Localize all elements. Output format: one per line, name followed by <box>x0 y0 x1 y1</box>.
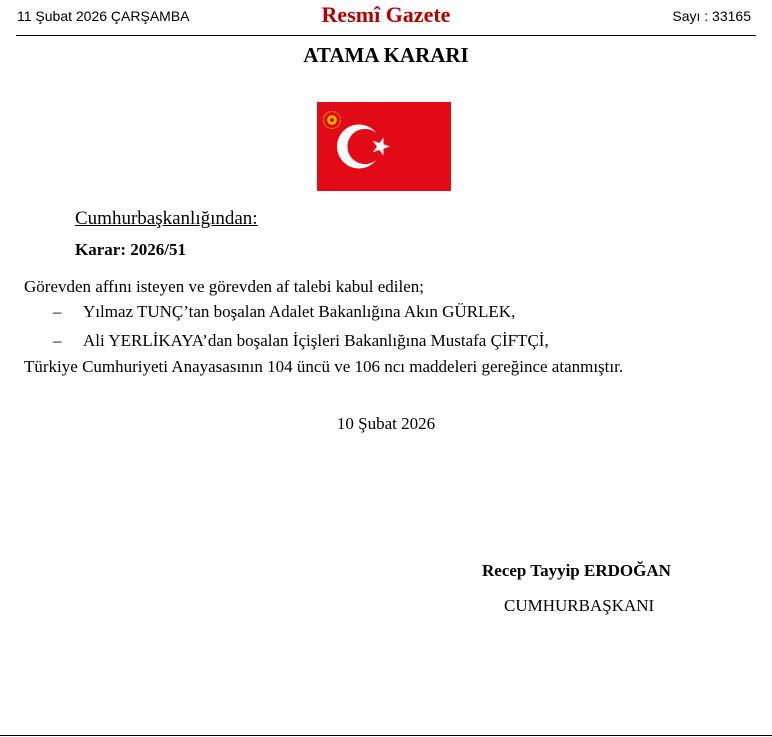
list-item <box>53 302 515 322</box>
header-date: 11 Şubat 2026 ÇARŞAMBA <box>17 8 190 24</box>
closing-paragraph: Türkiye Cumhuriyeti Anayasasının 104 üncü ve 106 ncı maddeleri gereğince atanmıştır. <box>24 357 624 376</box>
decision-date: 10 Şubat 2026 <box>336 414 436 433</box>
decision-number: Karar: 2026/51 <box>75 240 186 259</box>
list-item-text: Yılmaz TUNÇ’tan boşalan Adalet Bakanlığına Akın GÜRLEK, <box>83 302 516 321</box>
signatory-title: CUMHURBAŞKANI <box>504 596 655 615</box>
signatory-name: Recep Tayyip ERDOĞAN <box>482 561 671 580</box>
gazette-title: Resmî Gazete <box>321 2 451 27</box>
list-item-text: Ali YERLİKAYA’dan boşalan İçişleri Bakanlığına Mustafa ÇİFTÇİ, <box>83 331 549 350</box>
document-title: ATAMA KARARI <box>303 43 469 67</box>
list-dash: – <box>53 331 62 350</box>
list-item <box>53 331 549 351</box>
turkish-flag-image <box>317 102 451 191</box>
header-divider <box>16 35 756 36</box>
issue-number: Sayı : 33165 <box>672 8 751 24</box>
intro-paragraph: Görevden affını isteyen ve görevden af talebi kabul edilen; <box>24 277 424 296</box>
footer-divider <box>0 735 772 736</box>
list-dash: – <box>53 302 62 321</box>
issuing-authority: Cumhurbaşkanlığından: <box>75 208 258 229</box>
